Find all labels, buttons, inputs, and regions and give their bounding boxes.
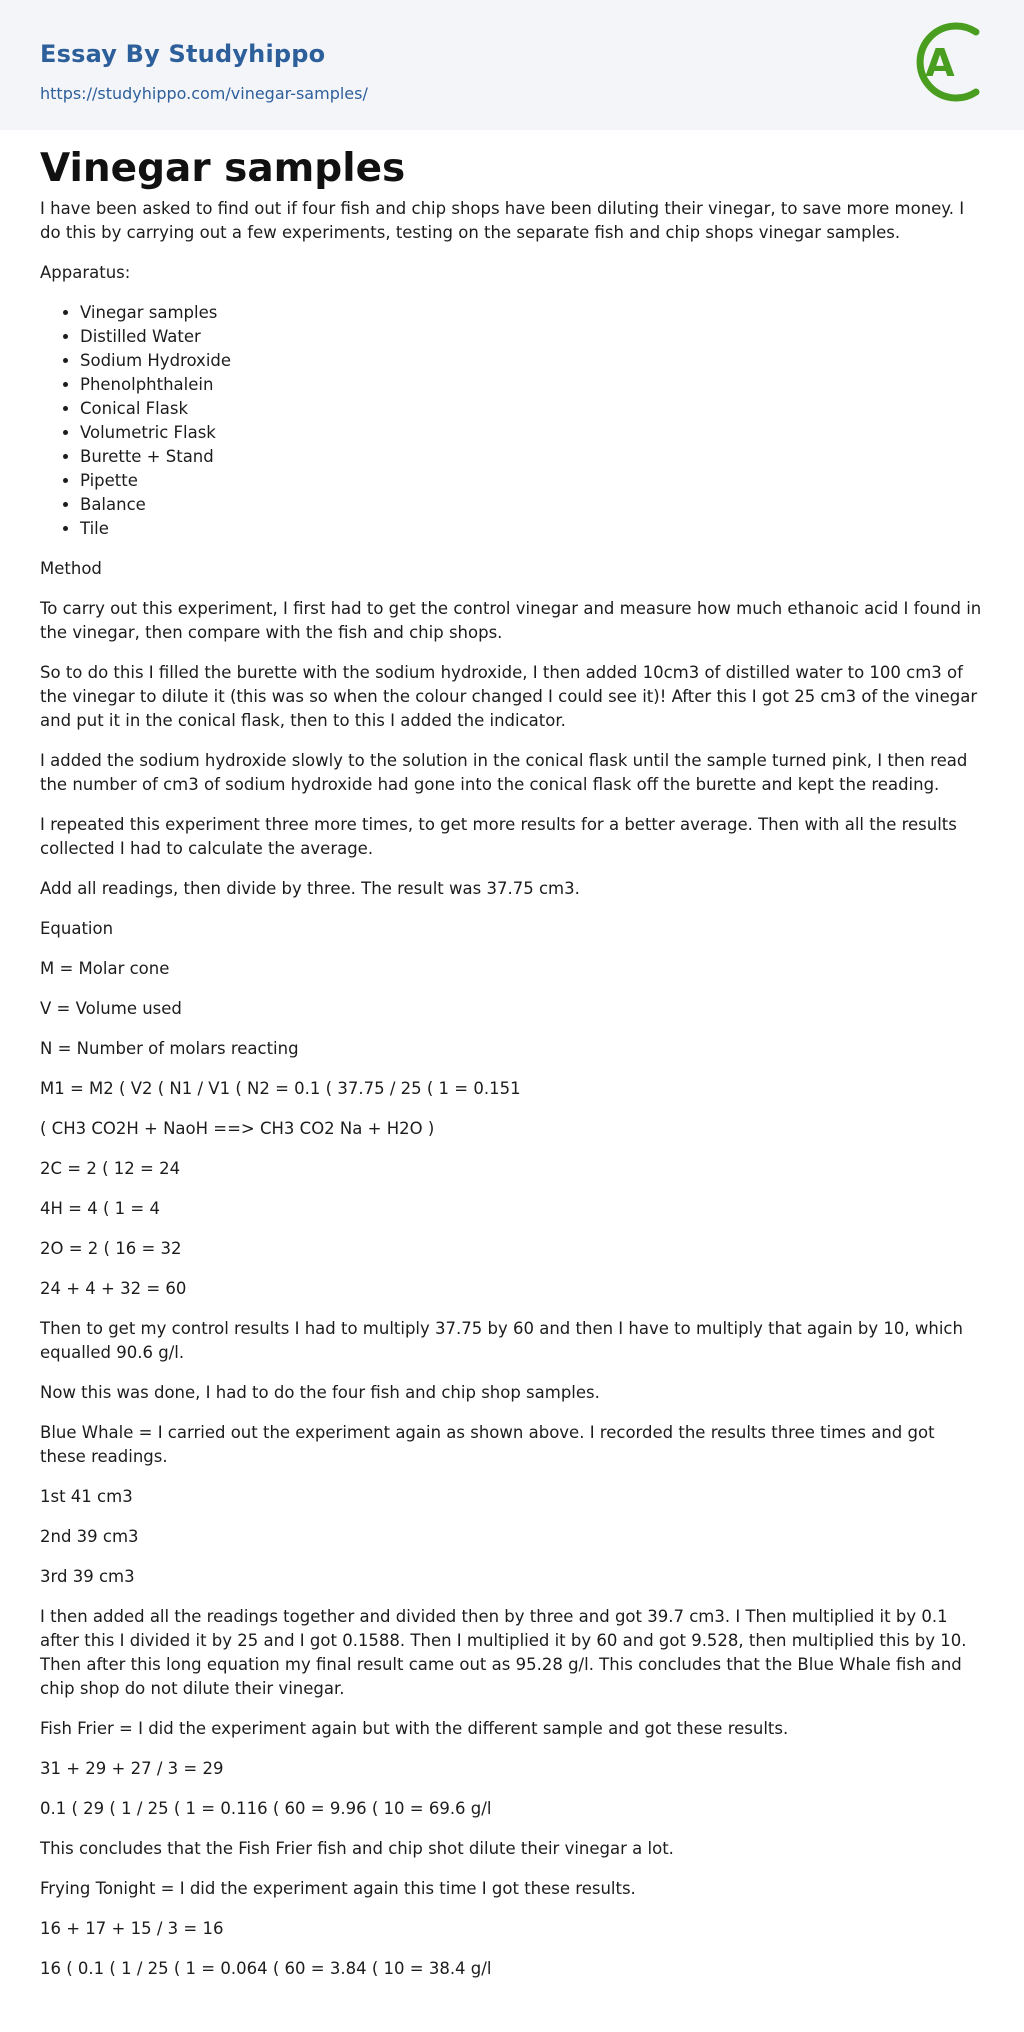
- essay-paragraph: Frying Tonight = I did the experiment again this time I got these results.: [40, 1878, 636, 1898]
- essay-paragraph: 3rd 39 cm3: [40, 1566, 135, 1586]
- apparatus-list: [40, 301, 984, 541]
- apparatus-item: • Phenolphthalein: [80, 373, 984, 397]
- essay-paragraph: 31 + 29 + 27 / 3 = 29: [40, 1758, 224, 1778]
- essay-paragraph: N = Number of molars reacting: [40, 1038, 299, 1058]
- apparatus-item: • Volumetric Flask: [80, 421, 984, 445]
- essay-paragraph: 16 + 17 + 15 / 3 = 16: [40, 1918, 224, 1938]
- essay-paragraph: So to do this I filled the burette with the sodium hydroxide, I then added 10cm3 of distilled water to 100 cm3 of the vinegar to dilute it (this was so when the colour changed I could see it)! After this I got 25 cm3 of the vinegar and put it in the conical flask, then to this I added the indicator.: [40, 662, 978, 730]
- logo-letter: A: [925, 41, 955, 85]
- essay-paragraph: Add all readings, then divide by three. The result was 37.75 cm3.: [40, 878, 580, 898]
- essay-paragraph: 1st 41 cm3: [40, 1486, 133, 1506]
- essay-paragraph: This concludes that the Fish Frier fish and chip shot dilute their vinegar a lot.: [40, 1838, 674, 1858]
- essay-paragraph: Equation: [40, 918, 114, 938]
- essay-paragraph: V = Volume used: [40, 998, 182, 1018]
- apparatus-item: • Pipette: [80, 469, 984, 493]
- brand-title[interactable]: Essay By Studyhippo: [40, 40, 326, 68]
- essay-paragraph: Then to get my control results I had to multiply 37.75 by 60 and then I have to multiply that again by 10, which equalled 90.6 g/l.: [40, 1318, 963, 1362]
- essay-paragraph: M = Molar cone: [40, 958, 170, 978]
- essay-paragraph: I added the sodium hydroxide slowly to the solution in the conical flask until the sample turned pink, I then read the number of cm3 of sodium hydroxide had gone into the conical flask off the burette and kept the reading.: [40, 750, 968, 794]
- apparatus-item: • Balance: [80, 493, 984, 517]
- essay-paragraph: Fish Frier = I did the experiment again but with the different sample and got these results.: [40, 1718, 789, 1738]
- essay-paragraph: I then added all the readings together and divided then by three and got 39.7 cm3. I Then multiplied it by 0.1 after this I divided it by 25 and I got 0.1588. Then I multiplied it by 60 and got 9.528, then multiplied this by 10. Then after this long equation my final result came out as 95.28 g/l. This concludes that the Blue Whale fish and chip shop do not dilute their vinegar.: [40, 1606, 967, 1698]
- essay-paragraph: 2nd 39 cm3: [40, 1526, 139, 1546]
- studyhippo-logo-icon[interactable]: [910, 18, 990, 106]
- essay-paragraph: ( CH3 CO2H + NaoH ==> CH3 CO2 Na + H2O ): [40, 1118, 435, 1138]
- apparatus-item: • Conical Flask: [80, 397, 984, 421]
- source-url-link[interactable]: https://studyhippo.com/vinegar-samples/: [40, 84, 368, 103]
- essay-paragraph: 24 + 4 + 32 = 60: [40, 1278, 187, 1298]
- essay-paragraph: To carry out this experiment, I first had to get the control vinegar and measure how much ethanoic acid I found in the vinegar, then compare with the fish and chip shops.: [40, 598, 982, 642]
- essay-paragraph: Now this was done, I had to do the four fish and chip shop samples.: [40, 1382, 600, 1402]
- essay-paragraph: Blue Whale = I carried out the experiment again as shown above. I recorded the results three times and got these readings.: [40, 1422, 935, 1466]
- essay-paragraph: 2C = 2 ( 12 = 24: [40, 1158, 181, 1178]
- page-title: Vinegar samples: [40, 146, 406, 191]
- apparatus-item: • Vinegar samples: [80, 301, 984, 325]
- apparatus-heading: Apparatus:: [40, 262, 131, 282]
- essay-paragraph: 4H = 4 ( 1 = 4: [40, 1198, 160, 1218]
- apparatus-item: • Distilled Water: [80, 325, 984, 349]
- apparatus-item: • Tile: [80, 517, 984, 541]
- essay-paragraph: 0.1 ( 29 ( 1 / 25 ( 1 = 0.116 ( 60 = 9.96 ( 10 = 69.6 g/l: [40, 1798, 492, 1818]
- essay-paragraph: 16 ( 0.1 ( 1 / 25 ( 1 = 0.064 ( 60 = 3.84 ( 10 = 38.4 g/l: [40, 1958, 492, 1978]
- essay-content: [0, 146, 1024, 1981]
- essay-paragraph: 2O = 2 ( 16 = 32: [40, 1238, 182, 1258]
- apparatus-item: • Sodium Hydroxide: [80, 349, 984, 373]
- site-header: [0, 0, 1024, 130]
- essay-paragraph: I repeated this experiment three more times, to get more results for a better average. Then with all the results collected I had to calculate the average.: [40, 814, 957, 858]
- essay-paragraph: Method: [40, 558, 102, 578]
- intro-paragraph: I have been asked to find out if four fish and chip shops have been diluting their vinegar, to save more money. I do this by carrying out a few experiments, testing on the separate fish and chip shops vinegar samples.: [40, 198, 965, 242]
- essay-body: [40, 557, 984, 1981]
- apparatus-item: • Burette + Stand: [80, 445, 984, 469]
- essay-paragraph: M1 = M2 ( V2 ( N1 / V1 ( N2 = 0.1 ( 37.75 / 25 ( 1 = 0.151: [40, 1078, 521, 1098]
